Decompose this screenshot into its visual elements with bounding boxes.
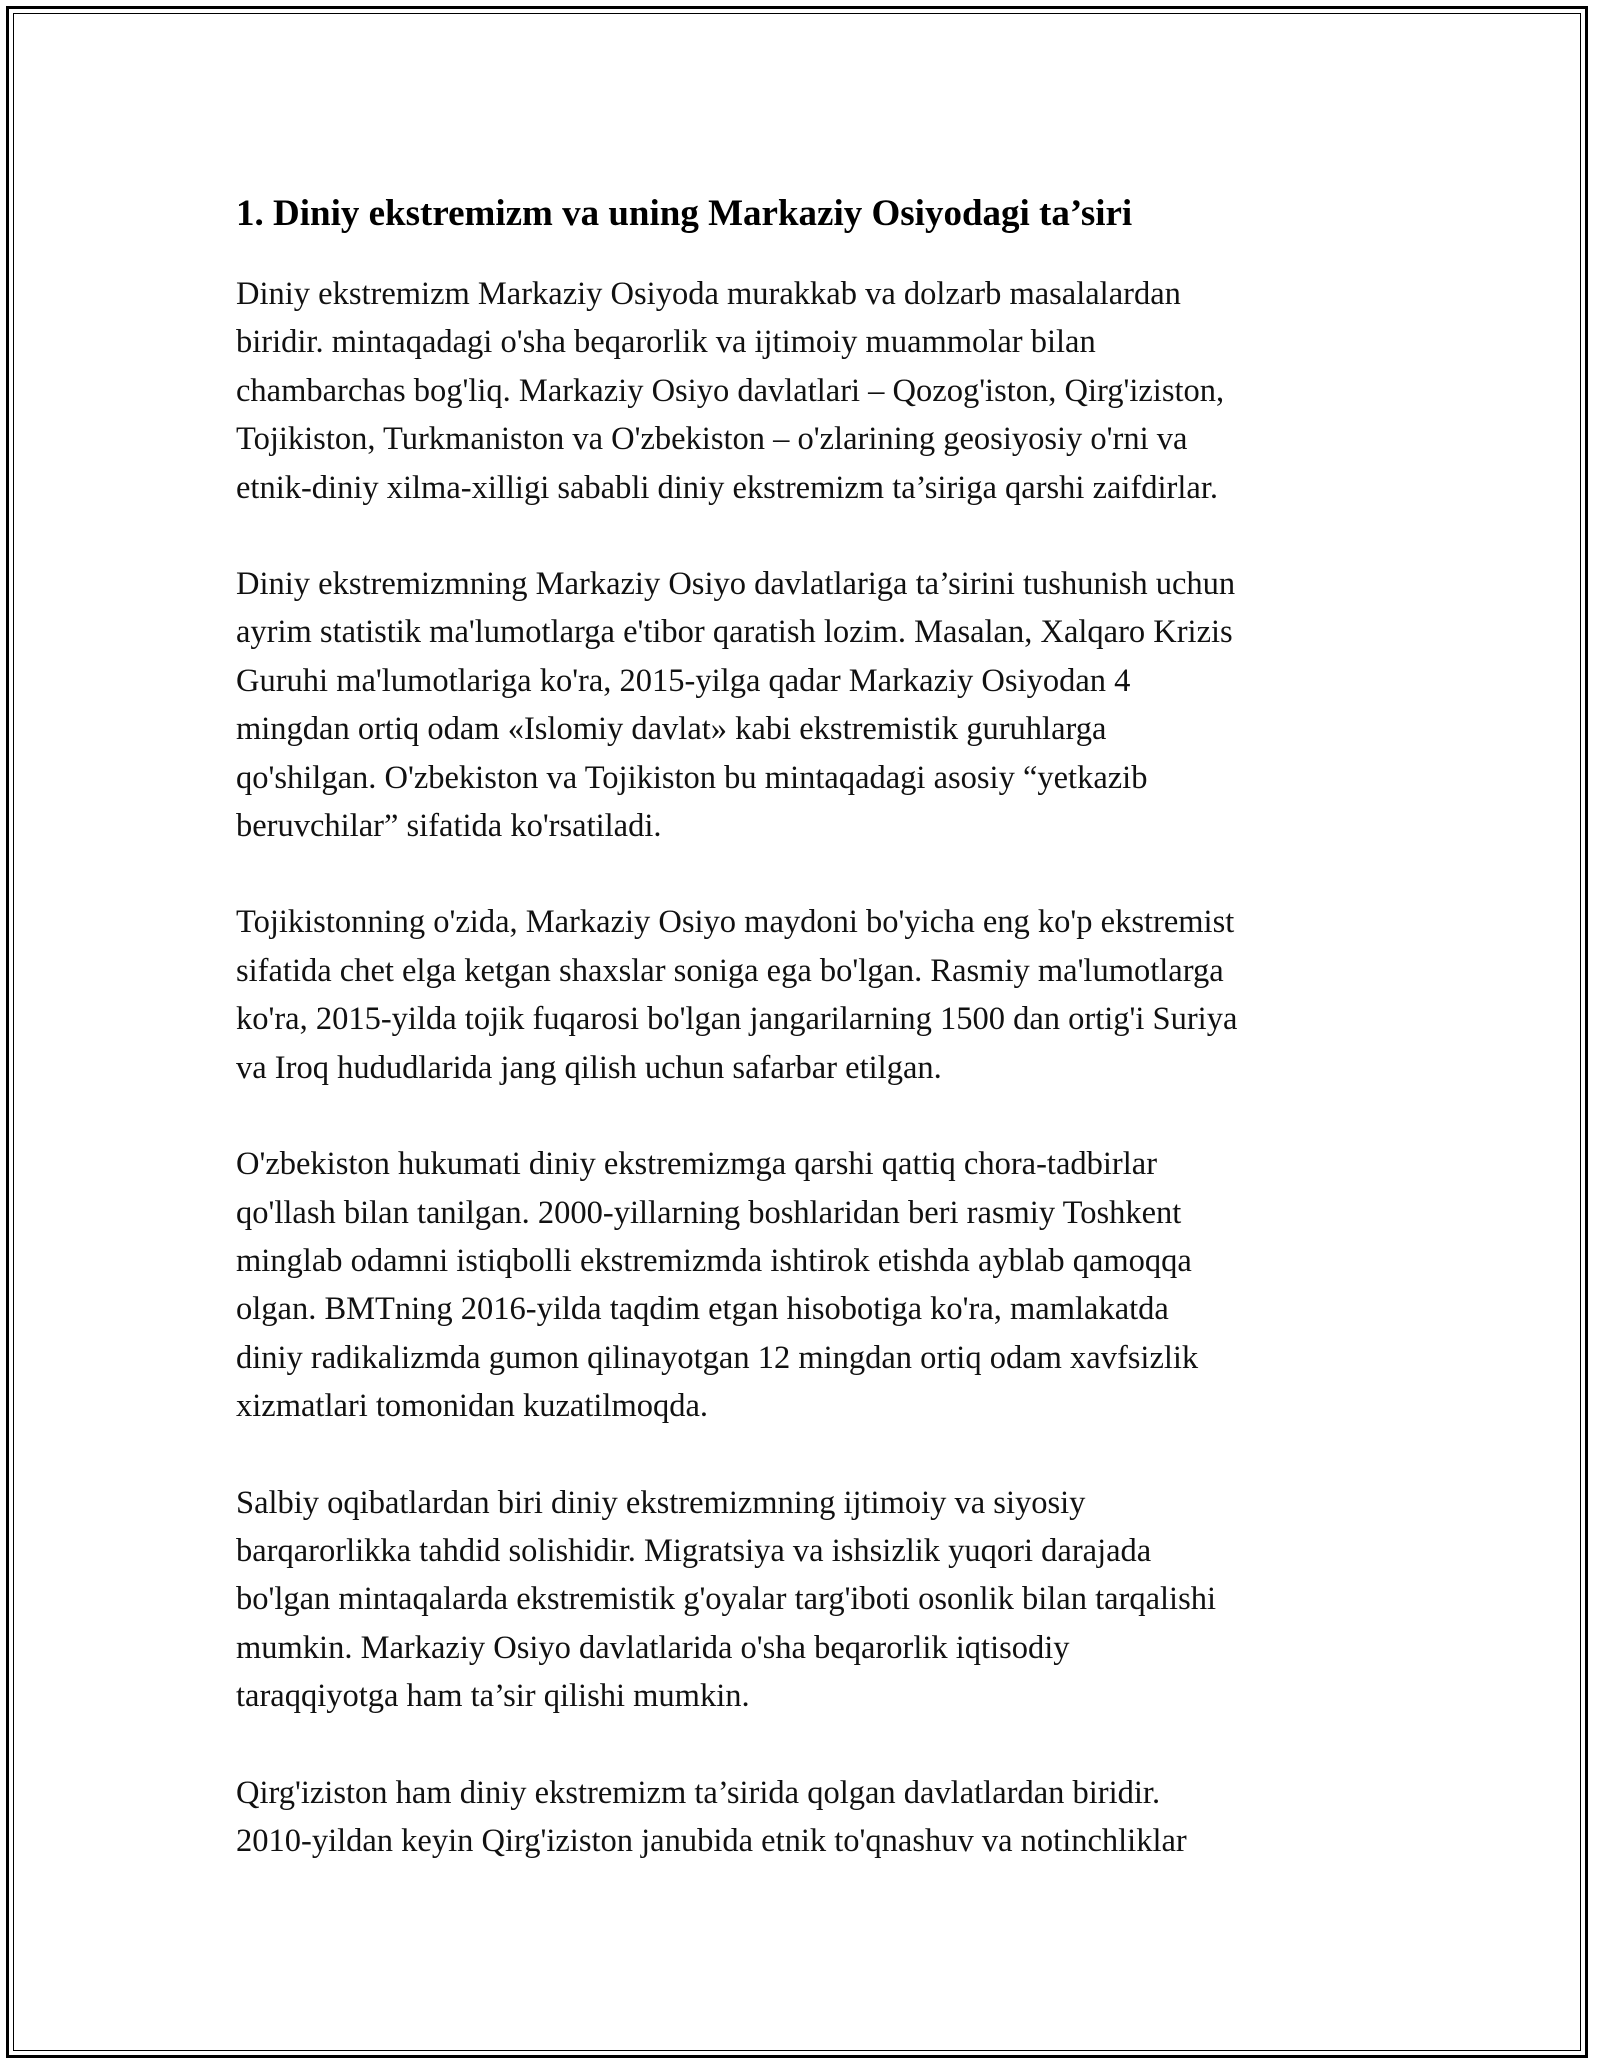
paragraph bbox=[236, 1479, 1376, 1721]
paragraph-line: mumkin. Markaziy Osiyo davlatlarida o'sha beqarorlik iqtisodiy bbox=[236, 1629, 1070, 1666]
paragraph-line: olgan. BMTning 2016-yilda taqdim etgan hisobotiga ko'ra, mamlakatda bbox=[236, 1291, 1169, 1328]
paragraph-line: beruvchilar” sifatida ko'rsatiladi. bbox=[236, 808, 662, 845]
paragraph-line: 2010-yildan keyin Qirg'iziston janubida etnik to'qnashuv va notinchliklar bbox=[236, 1822, 1187, 1859]
paragraph-line: barqarorlikka tahdid solishidir. Migratsiya va ishsizlik yuqori darajada bbox=[236, 1532, 1152, 1569]
paragraph-line: mingdan ortiq odam «Islomiy davlat» kabi ekstremistik guruhlarga bbox=[236, 711, 1107, 748]
paragraph-line: minglab odamni istiqbolli ekstremizmda ishtirok etishda ayblab qamoqqa bbox=[236, 1242, 1192, 1279]
paragraph-line: sifatida chet elga ketgan shaxslar soniga ega bo'lgan. Rasmiy ma'lumotlarga bbox=[236, 952, 1224, 989]
paragraph-line: chambarchas bog'liq. Markaziy Osiyo davlatlari – Qozog'iston, Qirg'iziston, bbox=[236, 372, 1225, 409]
paragraph-line: taraqqiyotga ham ta’sir qilishi mumkin. bbox=[236, 1678, 750, 1715]
paragraph-line: va Iroq hududlarida jang qilish uchun safarbar etilgan. bbox=[236, 1049, 942, 1086]
paragraph-line: qo'llash bilan tanilgan. 2000-yillarning boshlaridan beri rasmiy Toshkent bbox=[236, 1194, 1182, 1231]
paragraph-line: xizmatlari tomonidan kuzatilmoqda. bbox=[236, 1388, 709, 1425]
paragraph-line: Diniy ekstremizmning Markaziy Osiyo davlatlariga ta’sirini tushunish uchun bbox=[236, 566, 1236, 603]
paragraph-line: qo'shilgan. O'zbekiston va Tojikiston bu mintaqadagi asosiy “yetkazib bbox=[236, 759, 1148, 796]
paragraph-line: etnik-diniy xilma-xilligi sababli diniy ekstremizm ta’siriga qarshi zaifdirlar. bbox=[236, 469, 1218, 506]
paragraph bbox=[236, 270, 1376, 512]
document-body bbox=[236, 186, 1376, 1913]
paragraph-line: Guruhi ma'lumotlariga ko'ra, 2015-yilga qadar Markaziy Osiyodan 4 bbox=[236, 662, 1131, 699]
paragraph-line: biridir. mintaqadagi o'sha beqarorlik va ijtimoiy muammolar bilan bbox=[236, 324, 1096, 361]
paragraph-line: diniy radikalizmda gumon qilinayotgan 12 mingdan ortiq odam xavfsizlik bbox=[236, 1339, 1199, 1376]
paragraph bbox=[236, 898, 1376, 1092]
paragraph bbox=[236, 1769, 1376, 1866]
paragraph bbox=[236, 560, 1376, 850]
paragraph-line: ayrim statistik ma'lumotlarga e'tibor qaratish lozim. Masalan, Xalqaro Krizis bbox=[236, 614, 1233, 651]
paragraph-list bbox=[236, 270, 1376, 1865]
paragraph-line: Tojikistonning o'zida, Markaziy Osiyo maydoni bo'yicha eng ko'p ekstremist bbox=[236, 904, 1235, 941]
paragraph-line: bo'lgan mintaqalarda ekstremistik g'oyalar targ'iboti osonlik bilan tarqalishi bbox=[236, 1581, 1217, 1618]
paragraph-line: Salbiy oqibatlardan biri diniy ekstremizmning ijtimoiy va siyosiy bbox=[236, 1484, 1086, 1521]
paragraph-line: Diniy ekstremizm Markaziy Osiyoda murakkab va dolzarb masalalardan bbox=[236, 276, 1181, 312]
paragraph-line: Qirg'iziston ham diniy ekstremizm ta’sirida qolgan davlatlardan biridir. bbox=[236, 1774, 1161, 1811]
paragraph-line: ko'ra, 2015-yilda tojik fuqarosi bo'lgan jangarilarning 1500 dan ortig'i Suriya bbox=[236, 1001, 1238, 1038]
paragraph-line: Tojikiston, Turkmaniston va O'zbekiston – o'zlarining geosiyosiy o'rni va bbox=[236, 421, 1188, 458]
paragraph bbox=[236, 1140, 1376, 1430]
paragraph-line: O'zbekiston hukumati diniy ekstremizmga qarshi qattiq chora-tadbirlar bbox=[236, 1146, 1158, 1183]
section-heading: 1. Diniy ekstremizm va uning Markaziy Osiyodagi ta’siri bbox=[236, 193, 1133, 234]
